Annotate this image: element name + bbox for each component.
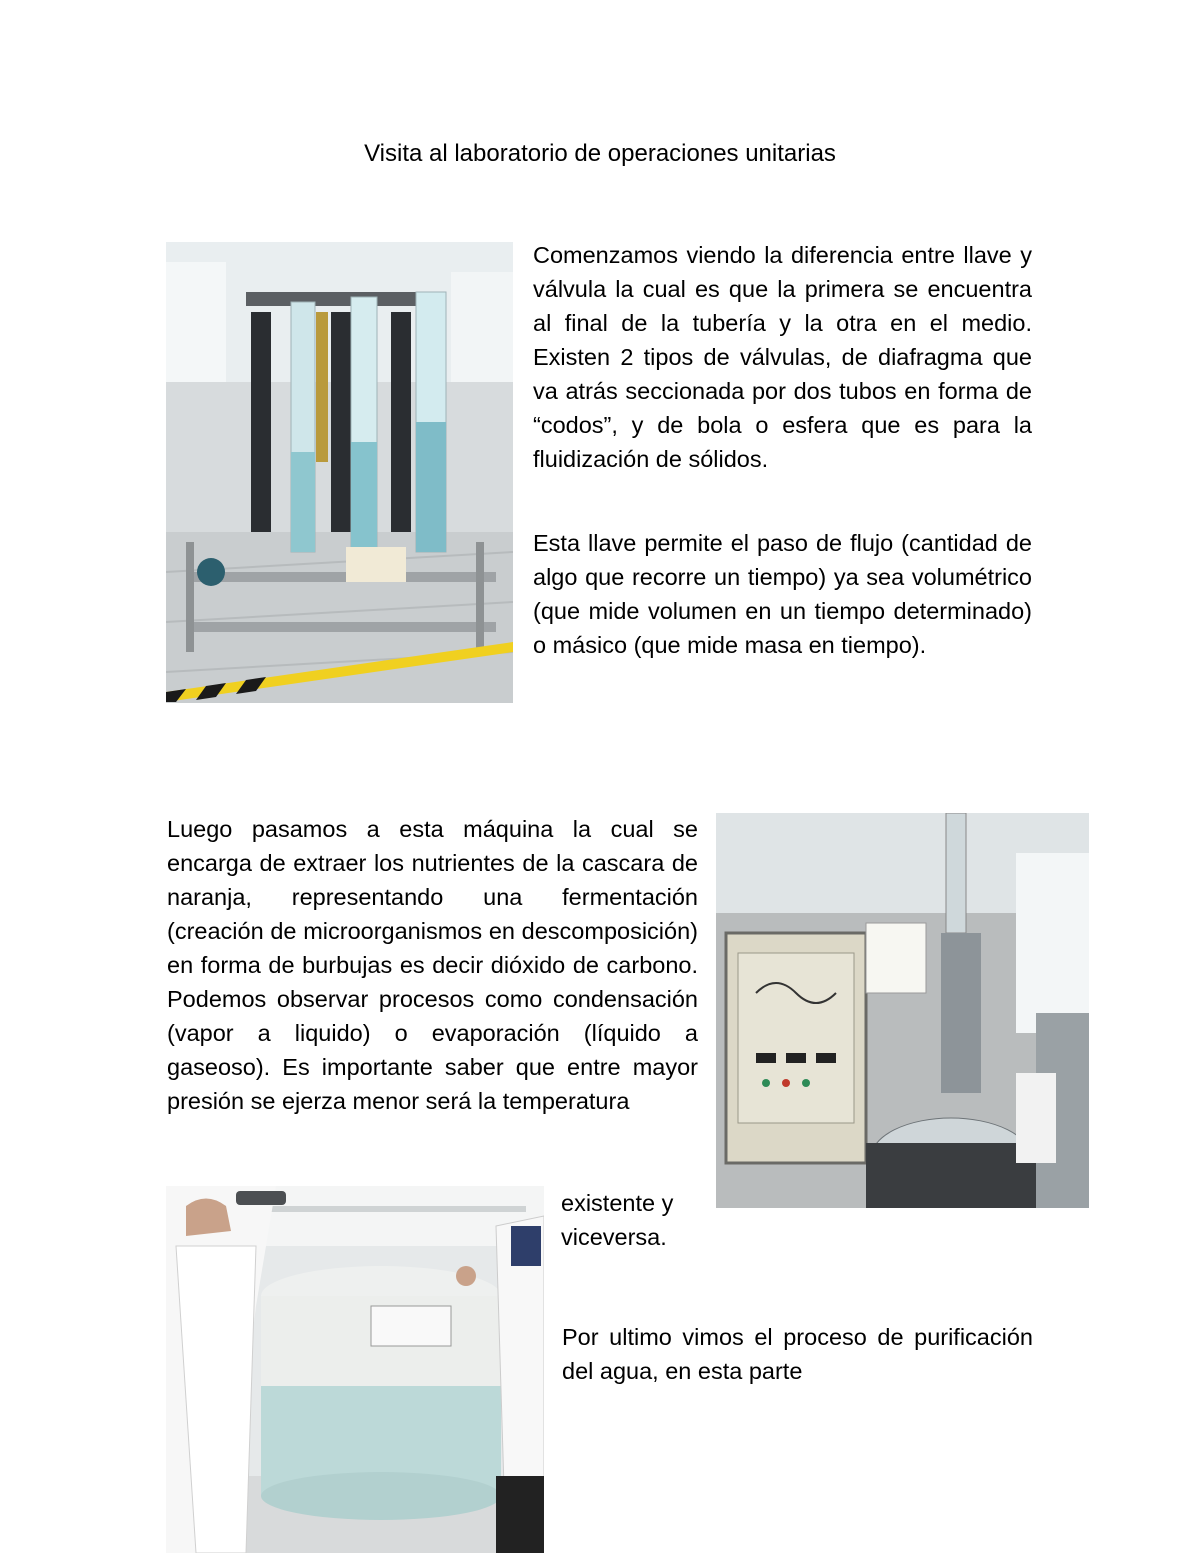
paragraph-fermentation: Luego pasamos a esta máquina la cual se encarga de extraer los nutrientes de la cascara de naranja, representando una fermentación (creación de microorganismos en descomposición) en forma de burbujas es decir dióxido de carbono. Podemos observar procesos como condensación (vapor a liquido) o evaporación (líquido a gaseoso). Es importante saber que entre mayor presión se ejerza menor será la temperatura <box>167 816 698 1114</box>
photo-filtration-columns <box>166 242 513 703</box>
paragraph-flow: Esta llave permite el paso de flujo (cantidad de algo que recorre un tiempo) ya sea volumétrico (que mide volumen en un tiempo determinado) o másico (que mide masa en tiempo). <box>533 530 1032 658</box>
paragraph-fermentation-end: existente y viceversa. <box>561 1190 674 1250</box>
paragraph-water-purification: Por ultimo vimos el proceso de purificación del agua, en esta parte <box>562 1324 1033 1384</box>
paragraph-valves: Comenzamos viendo la diferencia entre llave y válvula la cual es que la primera se encuentra al final de la tubería y la otra en el medio. Existen 2 tipos de válvulas, de diafragma que va atrás seccionada por dos tubos en forma de “codos”, y de bola o esfera que es para la fluidización de sólidos. <box>533 242 1032 472</box>
photo-water-tank <box>166 1186 544 1553</box>
page-title: Visita al laboratorio de operaciones unitarias <box>364 140 836 167</box>
photo-fermentation-machine <box>716 813 1089 1208</box>
